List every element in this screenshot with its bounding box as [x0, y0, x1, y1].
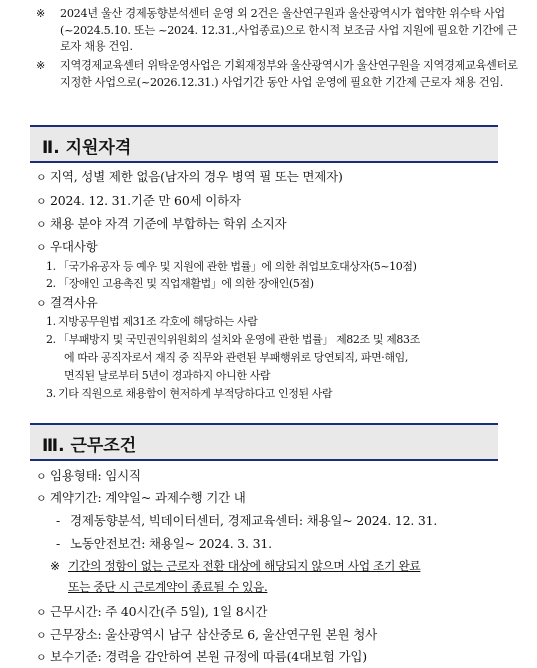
disqualification-text: 면직된 날로부터 5년이 경과하지 아니한 사람 — [64, 369, 271, 382]
period-item — [56, 511, 437, 529]
warning-note-continuation — [68, 578, 267, 595]
qualification-item — [36, 191, 241, 209]
working-hours — [36, 602, 267, 620]
qualification-text: 지역, 성별 제한 없음(남자의 경우 병역 필 또는 면제자) — [50, 169, 343, 184]
section-header-working-conditions — [30, 423, 498, 461]
disqualification-text: 지방공무원법 제31조 각호에 해당하는 사람 — [58, 315, 258, 328]
disqualification-text: 에 따라 공직자로서 재직 중 직무와 관련된 부패행위로 당연퇴직, 파면·해임, — [64, 351, 408, 364]
warning-text: 또는 중단 시 근로계약이 종료될 수 있음. — [68, 580, 268, 594]
dash-mark: - — [56, 513, 61, 528]
workplace-text: 근무장소: 울산광역시 남구 삼산중로 6, 울산연구원 본원 청사 — [50, 627, 377, 642]
bullet-icon: ㅇ — [36, 297, 47, 310]
preferences-label: 우대사항 — [50, 239, 98, 254]
bullet-icon: ㅇ — [36, 218, 47, 231]
warning-text: 기간의 정함이 없는 근로자 전환 대상에 해당되지 않으며 사업 조기 완료 — [68, 559, 421, 573]
disqualification-text: 「부패방지 및 국민권익위원회의 설치와 운영에 관한 법률」 제82조 및 제83조 — [58, 333, 420, 346]
employment-type — [36, 466, 141, 484]
note-text: 지역경제교육센터 위탁운영사업은 기획재정부와 울산광역시가 울산연구원을 지역경제교육센터로 지정한 사업으로(~2026.12.31.) 사업기간 동안 사업 운영에 필요한 기간제 근로자 채용 건임. — [60, 59, 518, 89]
section-title: Ⅲ. 근무조건 — [42, 436, 137, 456]
item-number: 3. — [46, 387, 56, 400]
item-number: 1. — [46, 315, 56, 328]
bullet-icon: ㅇ — [36, 241, 47, 254]
bullet-icon: ㅇ — [36, 606, 47, 619]
dash-mark: - — [56, 536, 61, 551]
note-2 — [36, 58, 523, 91]
qualification-item — [36, 214, 286, 232]
bullet-icon: ㅇ — [36, 651, 47, 664]
period-text: 경제동향분석, 빅데이터센터, 경제교육센터: 채용일~ 2024. 12. 31. — [70, 513, 438, 528]
preference-item — [46, 258, 416, 274]
preference-item — [46, 275, 314, 291]
qualification-item — [36, 167, 343, 185]
period-text: 노동안전보건: 채용일~ 2024. 3. 31. — [70, 536, 272, 551]
salary-standard — [36, 647, 367, 665]
preferences-heading — [36, 237, 98, 255]
item-number: 2. — [46, 333, 56, 346]
note-1 — [36, 6, 523, 56]
warning-note — [50, 557, 420, 574]
preference-text: 「국가유공자 등 예우 및 지원에 관한 법률」에 의한 취업보호대상자(5~10점) — [58, 260, 417, 273]
section-header-qualifications — [30, 125, 498, 163]
contract-period — [36, 488, 246, 506]
period-item — [56, 534, 272, 552]
bullet-icon: ㅇ — [36, 470, 47, 483]
note-mark: ※ — [50, 559, 60, 573]
disqualification-continuation — [64, 349, 408, 365]
note-mark: ※ — [36, 7, 46, 20]
note-mark: ※ — [36, 59, 46, 72]
bullet-icon: ㅇ — [36, 629, 47, 642]
employment-type-text: 임용형태: 임시직 — [50, 468, 141, 483]
disqualification-item — [46, 385, 332, 401]
disqualification-continuation — [64, 367, 270, 383]
item-number: 1. — [46, 260, 56, 273]
disqualification-item — [46, 331, 420, 347]
contract-period-text: 계약기간: 계약일~ 과제수행 기간 내 — [50, 490, 246, 505]
note-text: 2024년 울산 경제동향분석센터 운영 외 2건은 울산연구원과 울산광역시가 협약한 위수탁 사업(~2024.5.10. 또는 ~2024. 12.31.,사업종료)으로 한시적 보조금 사업 지원에 필요한 기간에 근로자 채용 건임. — [60, 7, 518, 53]
disqualification-heading — [36, 293, 98, 311]
qualification-text: 2024. 12. 31.기준 만 60세 이하자 — [50, 193, 241, 208]
disqualification-item — [46, 313, 257, 329]
disqualification-text: 기타 직원으로 채용함이 현저하게 부적당하다고 인정된 사람 — [58, 387, 333, 400]
section-title: Ⅱ. 지원자격 — [42, 138, 132, 158]
preference-text: 「장애인 고용촉진 및 직업재활법」에 의한 장애인(5점) — [58, 277, 314, 290]
bullet-icon: ㅇ — [36, 171, 47, 184]
salary-standard-text: 보수기준: 경력을 감안하여 본원 규정에 따름(4대보험 가입) — [50, 649, 367, 664]
bullet-icon: ㅇ — [36, 492, 47, 505]
working-hours-text: 근무시간: 주 40시간(주 5일), 1일 8시간 — [50, 604, 268, 619]
item-number: 2. — [46, 277, 56, 290]
workplace — [36, 625, 377, 643]
qualification-text: 채용 분야 자격 기준에 부합하는 학위 소지자 — [50, 216, 287, 231]
bullet-icon: ㅇ — [36, 195, 47, 208]
disqualification-label: 결격사유 — [50, 295, 98, 310]
